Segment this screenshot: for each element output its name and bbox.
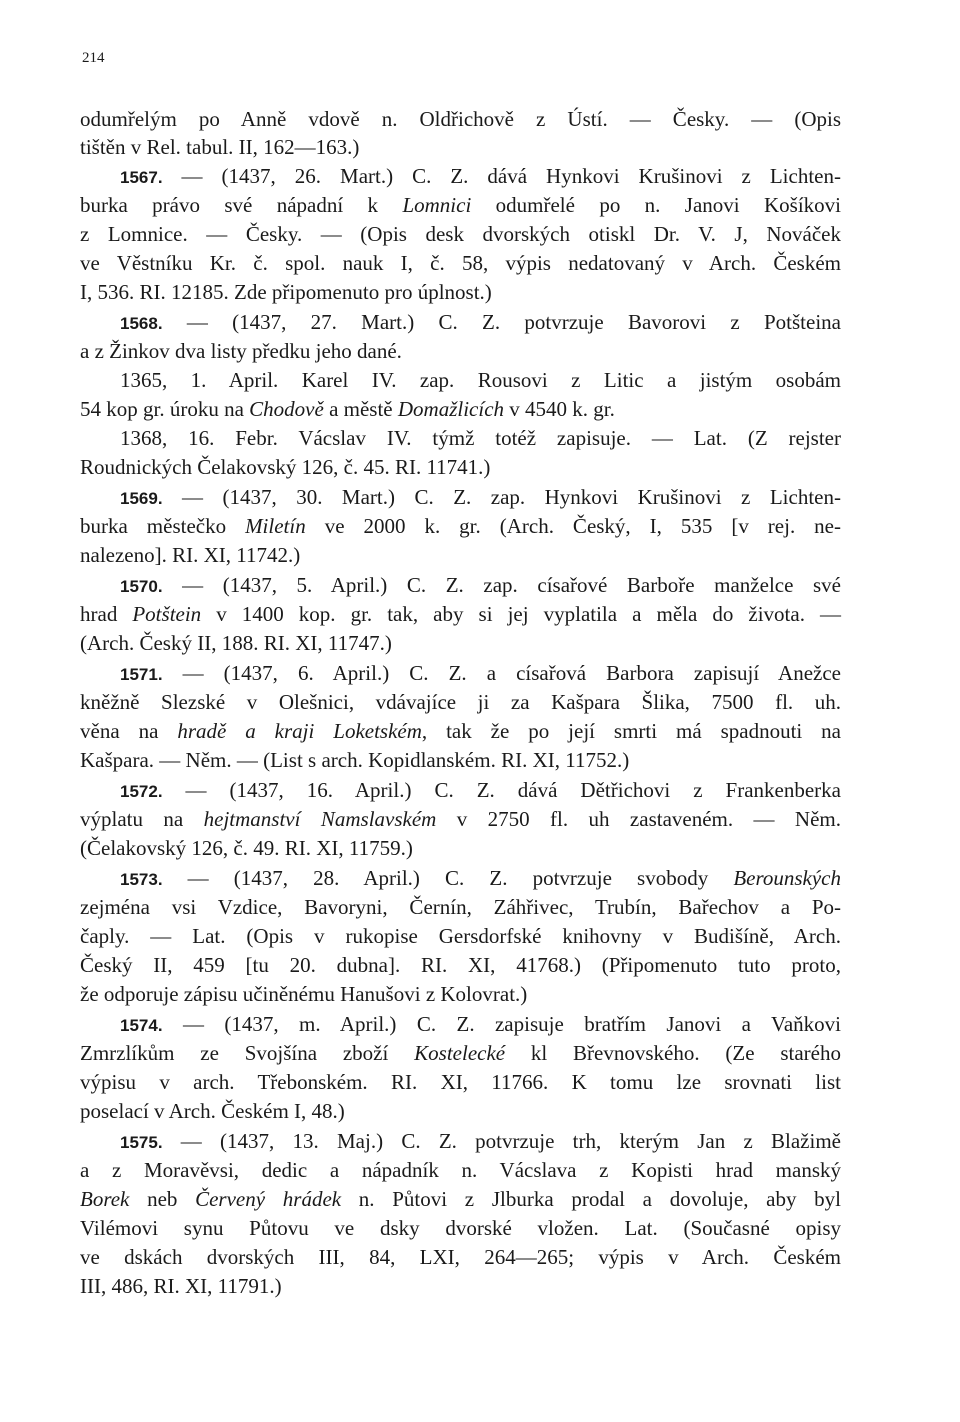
text-line	[80, 542, 841, 568]
paragraph-first-line	[120, 163, 841, 189]
text-run: odumřelým po Anně vdově n. Oldřichově z Ústí. — Česky. — (Opis	[80, 107, 841, 131]
entry-number: 1574.	[120, 1016, 163, 1035]
text-run: kněžně Slezské v Olešnici, vdávajíce ji za Kašpara Šlika, 7500 fl. uh.	[80, 690, 841, 714]
text-line	[80, 718, 841, 744]
text-line	[80, 1273, 841, 1299]
text-run: výplatu na	[80, 807, 204, 831]
text-line	[80, 806, 841, 832]
text-run: 54 kop gr. úroku na	[80, 397, 250, 421]
text-run: — (1437, 6. April.) C. Z. a císařová Barbora zapisují Anežce	[162, 661, 841, 685]
paragraph-first-line	[120, 777, 841, 803]
entry-number: 1571.	[120, 665, 163, 684]
text-run: 1368, 16. Febr. Vácslav IV. týmž totéž zapisuje. — Lat. (Z rejster	[120, 426, 841, 450]
text-run: v 2750 fl. uh zastaveném. — Něm.	[436, 807, 842, 831]
text-line	[80, 250, 841, 276]
text-line	[80, 221, 841, 247]
text-run: v 4540 k. gr.	[504, 397, 615, 421]
text-run: — (1437, m. April.) C. Z. zapisuje bratřím Janovi a Vaňkovi	[162, 1012, 841, 1036]
text-run: Zmrzlíkům ze Svojšína zboží	[80, 1041, 415, 1065]
text-line	[80, 106, 841, 132]
italic-place-name: Lomnici	[402, 193, 472, 217]
text-line	[80, 1186, 841, 1212]
text-run: poselací v Arch. Českém I, 48.)	[80, 1099, 345, 1123]
text-run: I, 536. RI. 12185. Zde připomenuto pro úplnost.)	[80, 280, 492, 304]
text-line	[80, 1098, 841, 1124]
text-run: — (1437, 5. April.) C. Z. zap. císařové Barboře manželce své	[162, 573, 841, 597]
italic-place-name: Kostelecké	[414, 1041, 506, 1065]
text-line	[80, 894, 841, 920]
text-run: věna na	[80, 719, 178, 743]
entry-number: 1573.	[120, 870, 163, 889]
text-run: nalezeno]. RI. XI, 11742.)	[80, 543, 301, 567]
text-run: III, 486, RI. XI, 11791.)	[80, 1274, 282, 1298]
entry-number: 1569.	[120, 489, 163, 508]
italic-place-name: Domažlicích	[397, 397, 505, 421]
entry-number: 1568.	[120, 314, 163, 333]
text-run: ve 2000 k. gr. (Arch. Český, I, 535 [v rej. ne-	[305, 514, 841, 538]
text-run: burka právo své nápadní k	[80, 193, 403, 217]
text-run: ve dskách dvorských III, 84, LXI, 264—265; výpis v Arch. Českém	[80, 1245, 841, 1269]
text-line	[80, 601, 841, 627]
italic-place-name: Miletín	[245, 514, 306, 538]
text-line	[80, 1215, 841, 1241]
text-line	[80, 689, 841, 715]
text-run: Český II, 459 [tu 20. dubna]. RI. XI, 41768.) (Připomenuto tuto proto,	[80, 953, 841, 977]
text-line	[80, 513, 841, 539]
text-line	[80, 454, 841, 480]
text-line	[80, 1069, 841, 1095]
entry-number: 1572.	[120, 782, 163, 801]
text-run: výpisu v arch. Třebonském. RI. XI, 11766. K tomu lze srovnati list	[80, 1070, 841, 1094]
text-line	[80, 134, 841, 160]
italic-place-name: Chodově	[249, 397, 324, 421]
text-line	[80, 396, 841, 422]
text-run: n. Půtovi z Jlburka prodal a dovoluje, aby byl	[341, 1187, 842, 1211]
text-run: neb	[129, 1187, 196, 1211]
text-run: — (1437, 27. Mart.) C. Z. potvrzuje Bavorovi z Potšteina	[162, 310, 841, 334]
paragraph-first-line	[120, 1128, 841, 1154]
text-run: , tak že po její smrti má spadnouti na	[421, 719, 841, 743]
text-run: Roudnických Čelakovský 126, č. 45. RI. 11741.)	[80, 455, 491, 479]
paragraph-first-line	[120, 865, 841, 891]
text-line	[80, 630, 841, 656]
text-run: z Lomnice. — Česky. — (Opis desk dvorských otiskl Dr. V. J, Nováček	[80, 222, 841, 246]
italic-place-name: hradě a kraji Loketském	[177, 719, 422, 743]
text-run: a z Moravěvsi, dedic a nápadník n. Vácslava z Kopisti hrad manský	[80, 1158, 841, 1182]
text-run: Vilémovi synu Půtovu ve dsky dvorské vložen. Lat. (Současné opisy	[80, 1216, 841, 1240]
page-number: 214	[82, 50, 105, 66]
text-line	[80, 747, 841, 773]
text-run: — (1437, 28. April.) C. Z. potvrzuje svobody	[162, 866, 734, 890]
paragraph-first-line	[120, 572, 841, 598]
text-run: hrad	[80, 602, 133, 626]
text-run: — (1437, 13. Maj.) C. Z. potvrzuje trh, kterým Jan z Blažimě	[162, 1129, 841, 1153]
text-run: — (1437, 16. April.) C. Z. dává Dětřichovi z Frankenberka	[162, 778, 841, 802]
text-run: zejména vsi Vzdice, Bavoryni, Černín, Záhřivec, Trubín, Bařechov a Po-	[80, 895, 841, 919]
italic-place-name: Potštein	[132, 602, 202, 626]
text-run: tištěn v Rel. tabul. II, 162—163.)	[80, 135, 360, 159]
text-run: (Arch. Český II, 188. RI. XI, 11747.)	[80, 631, 392, 655]
text-run: Kašpara. — Něm. — (List s arch. Kopidlanském. RI. XI, 11752.)	[80, 748, 630, 772]
italic-place-name: Borek	[80, 1187, 130, 1211]
entry-number: 1570.	[120, 577, 163, 596]
paragraph-first-line	[120, 484, 841, 510]
text-run: — (1437, 30. Mart.) C. Z. zap. Hynkovi Krušinovi z Lichten-	[162, 485, 841, 509]
text-run: že odporuje zápisu učiněnému Hanušovi z Kolovrat.)	[80, 982, 528, 1006]
text-line	[80, 981, 841, 1007]
paragraph-first-line	[120, 425, 841, 451]
text-run: v 1400 kop. gr. tak, aby si jej vyplatila a měla do života. —	[201, 602, 841, 626]
text-run: — (1437, 26. Mart.) C. Z. dává Hynkovi Krušinovi z Lichten-	[162, 164, 841, 188]
text-run: (Čelakovský 126, č. 49. RI. XI, 11759.)	[80, 836, 413, 860]
entry-number: 1567.	[120, 168, 163, 187]
text-run: a městě	[323, 397, 398, 421]
paragraph-first-line	[120, 309, 841, 335]
paragraph-first-line	[120, 1011, 841, 1037]
text-line	[80, 1157, 841, 1183]
entry-number: 1575.	[120, 1133, 163, 1152]
text-run: burka městečko	[80, 514, 246, 538]
italic-place-name: hejtmanství Namslavském	[203, 807, 437, 831]
text-run: čaply. — Lat. (Opis v rukopise Gersdorfské knihovny v Budišíně, Arch.	[80, 924, 841, 948]
text-line	[80, 952, 841, 978]
text-run: odumřelé po n. Janovi Košíkovi	[471, 193, 841, 217]
text-line	[80, 338, 841, 364]
text-line	[80, 279, 841, 305]
text-line	[80, 1244, 841, 1270]
text-line	[80, 835, 841, 861]
text-run: kl Břevnovského. (Ze starého	[505, 1041, 841, 1065]
text-run: a z Žinkov dva listy předku jeho dané.	[80, 339, 402, 363]
paragraph-first-line	[120, 660, 841, 686]
text-line	[80, 1040, 841, 1066]
italic-place-name: Berounských	[733, 866, 841, 890]
italic-place-name: Červený hrádek	[195, 1187, 342, 1211]
text-run: 1365, 1. April. Karel IV. zap. Rousovi z Litic a jistým osobám	[120, 368, 841, 392]
paragraph-first-line	[120, 367, 841, 393]
text-run: ve Věstníku Kr. č. spol. nauk I, č. 58, výpis nedatovaný v Arch. Českém	[80, 251, 841, 275]
text-line	[80, 192, 841, 218]
text-line	[80, 923, 841, 949]
